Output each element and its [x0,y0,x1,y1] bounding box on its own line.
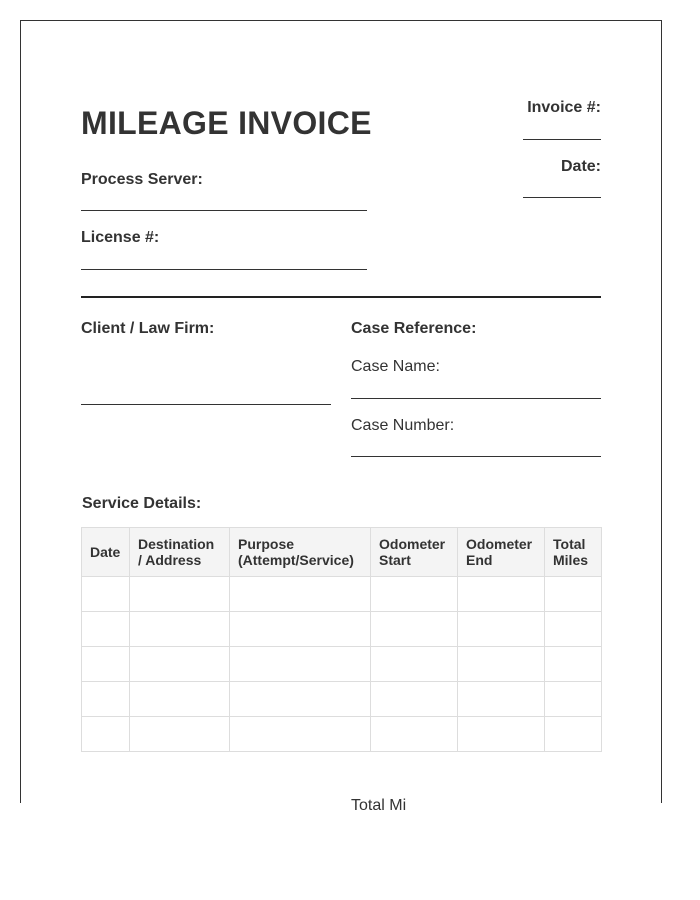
table-row [82,612,602,647]
table-header-row [82,528,602,577]
column-header-destination: Destination / Address [130,528,230,577]
table-cell[interactable] [130,647,230,682]
invoice-title: MILEAGE INVOICE [81,105,372,141]
table-cell[interactable] [230,647,371,682]
column-header-purpose: Purpose (Attempt/Service) [230,528,371,577]
table-cell[interactable] [371,647,458,682]
process-server-field[interactable] [81,210,367,211]
client-label: Client / Law Firm: [81,320,215,337]
invoice-page [20,20,662,814]
table-cell[interactable] [545,717,602,752]
service-details-table [81,527,602,752]
case-name-label: Case Name: [351,358,440,375]
table-cell[interactable] [230,717,371,752]
license-label: License #: [81,229,160,246]
license-field[interactable] [81,269,367,270]
table-cell[interactable] [130,682,230,717]
table-cell[interactable] [458,647,545,682]
client-field[interactable] [81,404,331,405]
case-number-field[interactable] [351,456,601,457]
table-row [82,717,602,752]
total-miles-label: Total Mi [351,797,407,814]
table-cell[interactable] [371,577,458,612]
table-cell[interactable] [82,717,130,752]
table-cell[interactable] [458,612,545,647]
table-row [82,682,602,717]
table-cell[interactable] [371,717,458,752]
table-row [82,647,602,682]
table-cell[interactable] [130,577,230,612]
case-name-field[interactable] [351,398,601,399]
process-server-label: Process Server: [81,171,203,188]
table-cell[interactable] [371,612,458,647]
table-cell[interactable] [82,577,130,612]
table-cell[interactable] [82,647,130,682]
table-cell[interactable] [230,577,371,612]
column-header-odometer-start: Odometer Start [371,528,458,577]
service-details-label: Service Details: [82,495,202,512]
column-header-odometer-end: Odometer End [458,528,545,577]
case-reference-label: Case Reference: [351,320,477,337]
table-cell[interactable] [545,647,602,682]
service-table-body [82,577,602,752]
table-cell[interactable] [545,577,602,612]
date-label: Date: [560,158,601,175]
table-row [82,577,602,612]
table-cell[interactable] [230,682,371,717]
table-cell[interactable] [545,682,602,717]
table-cell[interactable] [130,717,230,752]
table-cell[interactable] [458,682,545,717]
table-cell[interactable] [230,612,371,647]
invoice-number-label: Invoice #: [527,99,601,116]
table-cell[interactable] [130,612,230,647]
table-cell[interactable] [458,577,545,612]
invoice-number-field[interactable] [523,139,601,140]
table-cell[interactable] [82,612,130,647]
table-cell[interactable] [545,612,602,647]
table-cell[interactable] [371,682,458,717]
section-divider [81,296,601,298]
table-cell[interactable] [82,682,130,717]
date-field[interactable] [523,197,601,198]
column-header-total-miles: Total Miles [545,528,602,577]
column-header-date: Date [82,528,130,577]
table-cell[interactable] [458,717,545,752]
case-number-label: Case Number: [351,417,455,434]
